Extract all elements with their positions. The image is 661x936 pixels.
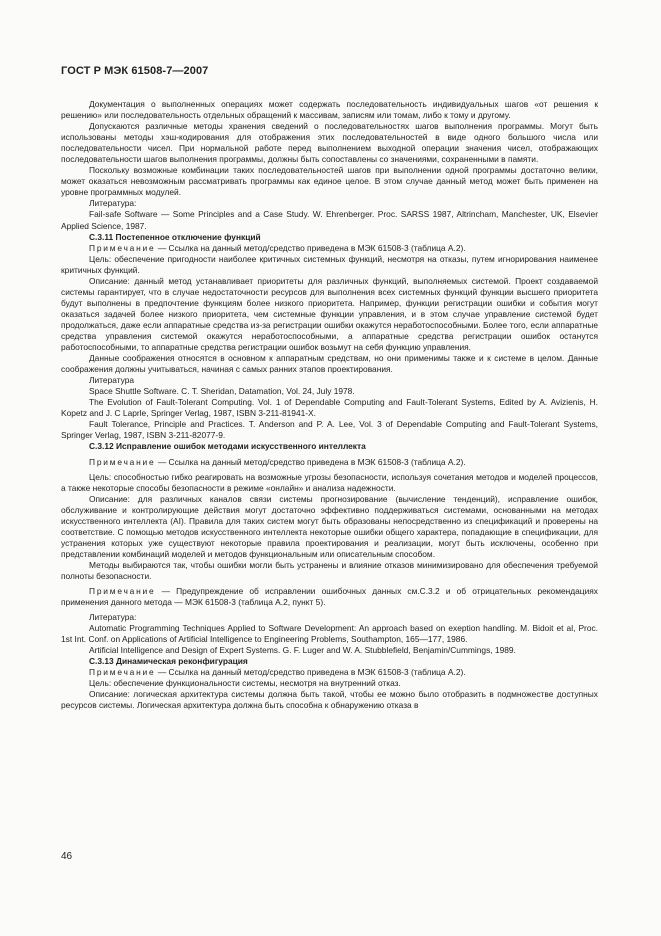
body-paragraph: Документация о выполненных операциях может содержать последовательность индивидуальных шагов «от решения к решению» или последовательность отдельных обращений к массивам, записям или томам, либо к тому и другому.	[61, 99, 598, 121]
note-paragraph	[61, 457, 598, 468]
body-paragraph: Данные соображения относятся в основном к аппаратным средствам, но они применимы также и к системе в целом. Данные соображения должны учитываться, начиная с самых ранних этапов проектирования.	[61, 353, 598, 375]
note-text: — Ссылка на данный метод/средство приведена в МЭК 61508-3 (таблица А.2).	[157, 667, 466, 678]
note-paragraph	[61, 586, 598, 608]
note-label: Примечание	[89, 667, 156, 678]
note-label: Примечание	[89, 456, 156, 467]
body-paragraph: Литература:	[89, 198, 137, 209]
body-paragraph: Методы выбираются так, чтобы ошибки могли быть устранены и влияние отказов минимизировано для обеспечения требуемой полноты безопасности.	[61, 559, 598, 581]
body-paragraph: Допускаются различные методы хранения сведений о последовательностях шагов выполнения программы. Могут быть использованы методы хэш-кодирования для отображения этих последовательностей в виде одного большого числа или последовательности чисел. При нормальной работе перед выполнением выходной операции значения чисел, отображающих последовательности шагов выполнения программы, должны быть сопоставлены со значениями, сохраненными в памяти.	[61, 121, 598, 165]
document-header: ГОСТ Р МЭК 61508-7—2007	[61, 65, 209, 77]
body-paragraph: Описание: для различных каналов связи системы прогнозирование (вычисление тенденций), исправление ошибок, обслуживание и контролирующие действия могут достаточно эффективно поддерживаться системами, основанными на методах искусственного интеллекта (AI). Правила для таких систем могут быть образованы непосредственно из спецификаций и проверены на соответствие. С помощью методов искусственного интеллекта некоторые ошибки общего характера, попадающие в спецификации, для устранения которых уже существуют некоторые правила проектирования и реализации, могут быть исключены, особенно при представлении комбинаций моделей и методов функциональным или описательным способом.	[61, 493, 598, 559]
body-paragraph: Fault Tolerance, Principle and Practices. T. Anderson and P. A. Lee, Vol. 3 of Dependable Computing and Fault-Tolerant Systems, Springer Verlag, 1987, ISBN 3-211-82077-9.	[61, 419, 598, 441]
body-paragraph: Цель: обеспечение функциональности системы, несмотря на внутренний отказ.	[89, 678, 401, 689]
body-paragraph: Artificial Intelligence and Design of Expert Systems. G. F. Luger and W. A. Stubblefield, Benjamin/Cummings, 1989.	[89, 645, 516, 656]
note-text: — Предупреждение об исправлении ошибочных данных см.С.3.2 и об отрицательных рекомендациях применения данного метода — МЭК 61508-3 (таблица А.2, пункт 5).	[61, 586, 598, 608]
body-paragraph: Space Shuttle Software. C. T. Sheridan, Datamation, Vol. 24, July 1978.	[89, 386, 355, 397]
note-text: — Ссылка на данный метод/средство приведена в МЭК 61508-3 (таблица А.2).	[157, 456, 466, 467]
body-paragraph: Описание: логическая архитектура системы должна быть такой, чтобы ее можно было отобразить в подмножестве доступных ресурсов системы. Логическая архитектура должна быть способна к обнаружению отказа в	[61, 689, 598, 711]
note-text: — Ссылка на данный метод/средство приведена в МЭК 61508-3 (таблица А.2).	[157, 242, 466, 253]
body-paragraph: Литература	[89, 375, 135, 386]
body-paragraph: Цель: обеспечение пригодности наиболее критичных системных функций, несмотря на отказы, путем игнорирования наименее критичных функций.	[61, 253, 598, 275]
note-label: Примечание	[89, 586, 156, 597]
body-paragraph: Цель: способностью гибко реагировать на возможные угрозы безопасности, используя сочетания методов и моделей процессов, а также некоторые способы безопасности в режиме «онлайн» и анализа надежности.	[61, 471, 598, 493]
section-heading: C.3.13 Динамическая реконфигурация	[89, 656, 248, 667]
document-body	[61, 99, 598, 712]
page-number: 46	[61, 851, 73, 862]
body-paragraph: The Evolution of Fault-Tolerant Computing. Vol. 1 of Dependable Computing and Fault-Tolerant Systems, Edited by A. Avizienis, H. Kopetz and J. C Laprle, Springer Verlag, 1987, ISBN 3-211-81941-X.	[61, 397, 598, 419]
body-paragraph: Automatic Programming Techniques Applied to Software Development: An approach based on exeption handling. M. Bidoit et al, Proc. 1st Int. Conf. on Applications of Artificial Intelligence to Engineering Problems, Southampton, 165—177, 1986.	[61, 623, 598, 645]
note-label: Примечание	[89, 242, 156, 253]
note-paragraph	[61, 243, 598, 254]
section-heading: C.3.11 Постепенное отключение функций	[89, 231, 261, 242]
body-paragraph: Описание: данный метод устанавливает приоритеты для различных функций, выполняемых системой. Проект создаваемой системы гарантирует, что в случае недостаточности ресурсов для выполнения всех системных функций функции высшего приоритета будут выполнены в предпочтение функциям более низкого приоритета. Например, функции регистрации ошибки и события могут оказаться задачей более низкого приоритета, чем системные функции управления, и в этом случае управление системой будет продолжаться, даже если аппаратные средства из-за регистрации ошибки окажутся неработоспособными. Более того, если аппаратные средства управления системой окажутся неработоспособными, а аппаратные средства регистрации ошибок останутся работоспособными, то аппаратные средства регистрации ошибок возьмут на себя функцию управления.	[61, 275, 598, 353]
body-paragraph: Поскольку возможные комбинации таких последовательностей шагов при выполнении одной программы достаточно велики, может оказаться невозможным рассматривать программы как единое целое. В этом случае данный метод может быть применен на уровне программных модулей.	[61, 165, 598, 198]
body-paragraph: Fail-safe Software — Some Principles and a Case Study. W. Ehrenberger. Proc. SARSS 1987, Altrincham, Manchester, UK, Elsevier Applied Science, 1987.	[61, 209, 598, 231]
note-paragraph	[61, 667, 598, 678]
body-paragraph: Литература:	[89, 612, 137, 623]
section-heading: C.3.12 Исправление ошибок методами искусственного интеллекта	[89, 441, 366, 452]
